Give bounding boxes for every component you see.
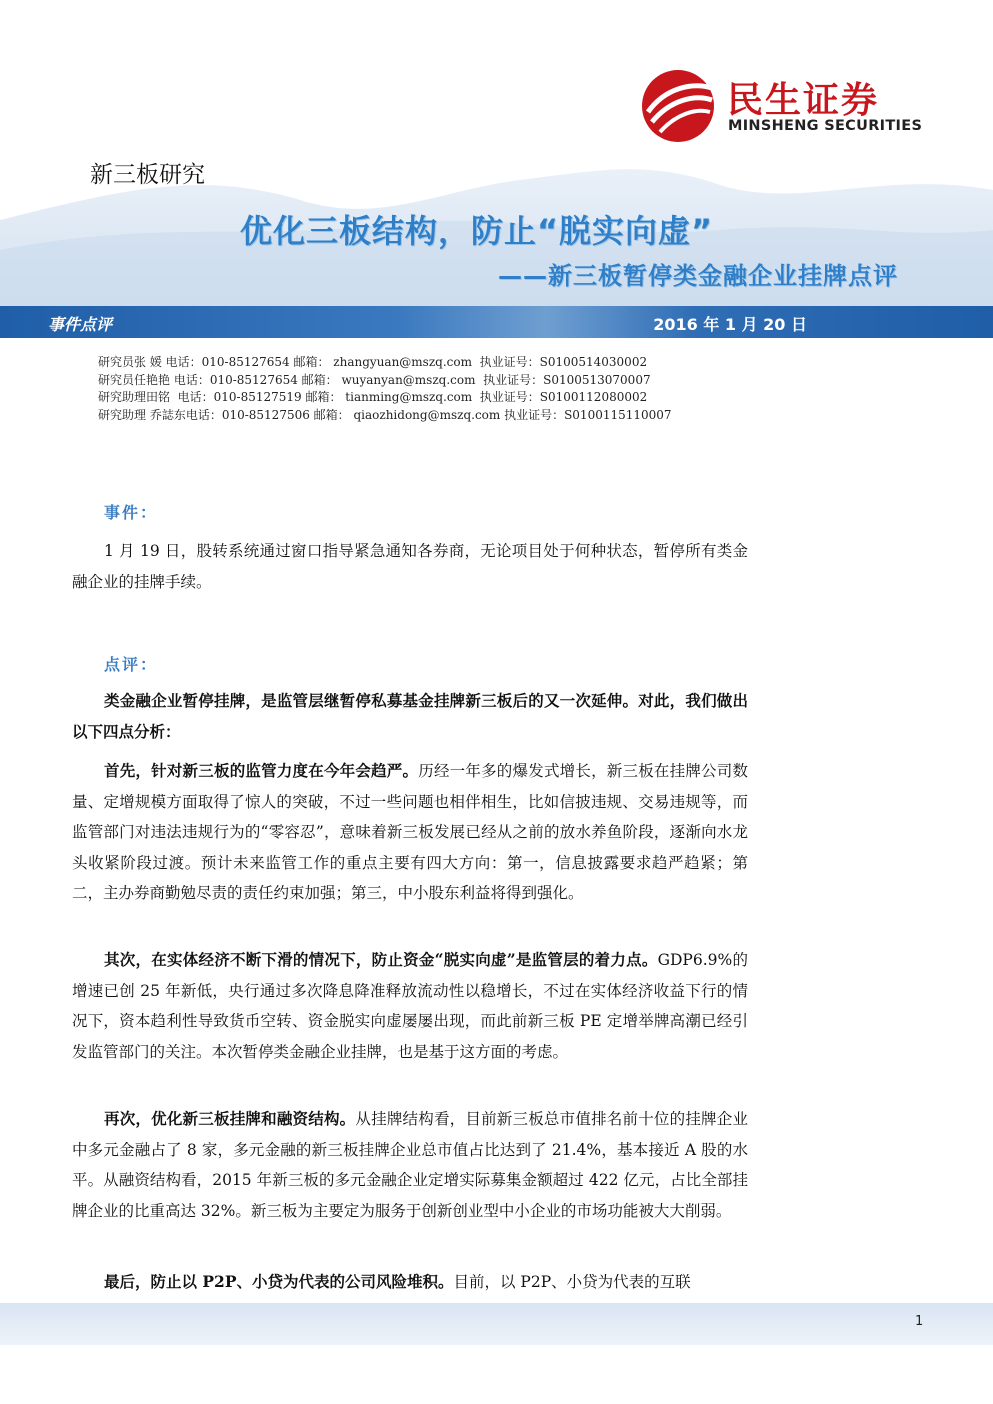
point-4-body: 目前，以 P2P、小贷为代表的互联	[453, 1273, 691, 1291]
point-2-body: GDP6.9%的增速已创 25 年新低，央行通过多次降息降准释放流动性以稳增长，不过在实体经济收益下行的情况下，资本趋利性导致货币空转、资金脱实向虚屡屡出现，而此前新三板 PE 定增举牌高潮已经引发监管部门的关注。本次暂停类金融企业挂牌，也是基于这方面的考虑。	[72, 951, 748, 1061]
point-1-lead: 首先，针对新三板的监管力度在今年会趋严。	[104, 761, 419, 780]
header-band	[0, 306, 993, 338]
point-1-body: 历经一年多的爆发式增长，新三板在挂牌公司数量、定增规模方面取得了惊人的突破，不过一些问题也相伴相生，比如信披违规、交易违规等，而监管部门对违法违规行为的“零容忍”，意味着新三板发展已经从之前的放水养鱼阶段，逐渐向水龙头收紧阶段过渡。预计未来监管工作的重点主要有四大方向：第一，信息披露要求趋严趋紧；第二，主办券商勤勉尽责的责任约束加强；第三，中小股东利益将得到强化。	[72, 762, 748, 902]
review-point-4	[72, 1267, 748, 1298]
analyst-line: 研究助理 乔誌东电话：010-85127506 邮箱： qiaozhidong@mszq.com 执业证号：S0100115110007	[98, 407, 672, 422]
point-3-body: 从挂牌结构看，目前新三板总市值排名前十位的挂牌企业中多元金融占了 8 家，多元金融的新三板挂牌企业总市值占比达到了 21.4%，基本接近 A 股的水平。从融资结构看，2015 年新三板的多元金融企业定增实际募集金额超过 422 亿元，占比全部挂牌企业的比重高达 32%。新三板为主要定为服务于创新创业型中小企业的市场功能被大大削弱。	[72, 1110, 748, 1220]
review-heading: 点评：	[104, 655, 159, 674]
brand-name-en: MINSHENG SECURITIES	[728, 118, 923, 134]
review-intro	[72, 686, 748, 747]
report-date: 2016 年 1 月 20 日	[653, 315, 807, 334]
review-point-1	[72, 756, 748, 909]
point-4-lead: 最后，防止以 P2P、小贷为代表的公司风险堆积。	[104, 1272, 454, 1291]
page-number: 1	[915, 1314, 924, 1329]
brand-name-cn: 民生证券	[727, 80, 880, 121]
analyst-line: 研究助理田铭 电话：010-85127519 邮箱： tianming@mszq.com 执业证号：S0100112080002	[98, 390, 648, 404]
section-label: 新三板研究	[90, 162, 205, 188]
analyst-line: 研究员任艳艳 电话：010-85127654 邮箱： wuyanyan@mszq.com 执业证号：S0100513070007	[98, 372, 651, 387]
report-type-label: 事件点评	[48, 315, 113, 334]
footer-band	[0, 1303, 993, 1345]
event-heading: 事件：	[104, 503, 159, 522]
analyst-line: 研究员张 媛 电话：010-85127654 邮箱： zhangyuan@mszq.com 执业证号：S0100514030002	[98, 355, 648, 369]
event-paragraph: 1 月 19 日，股转系统通过窗口指导紧急通知各券商，无论项目处于何种状态，暂停所有类金融企业的挂牌手续。	[72, 542, 748, 591]
point-2-lead: 其次，在实体经济不断下滑的情况下，防止资金“脱实向虚”是监管层的着力点。	[104, 950, 658, 969]
point-3-lead: 再次，优化新三板挂牌和融资结构。	[104, 1109, 356, 1128]
review-point-3	[72, 1104, 748, 1226]
review-intro-text: 类金融企业暂停挂牌，是监管层继暂停私募基金挂牌新三板后的又一次延伸。对此，我们做出以下四点分析：	[72, 691, 748, 741]
review-point-2	[72, 945, 748, 1067]
report-title: 优化三板结构，防止“脱实向虚”	[240, 212, 714, 250]
analyst-list	[98, 354, 672, 424]
report-subtitle: ——新三板暂停类金融企业挂牌点评	[498, 262, 898, 290]
